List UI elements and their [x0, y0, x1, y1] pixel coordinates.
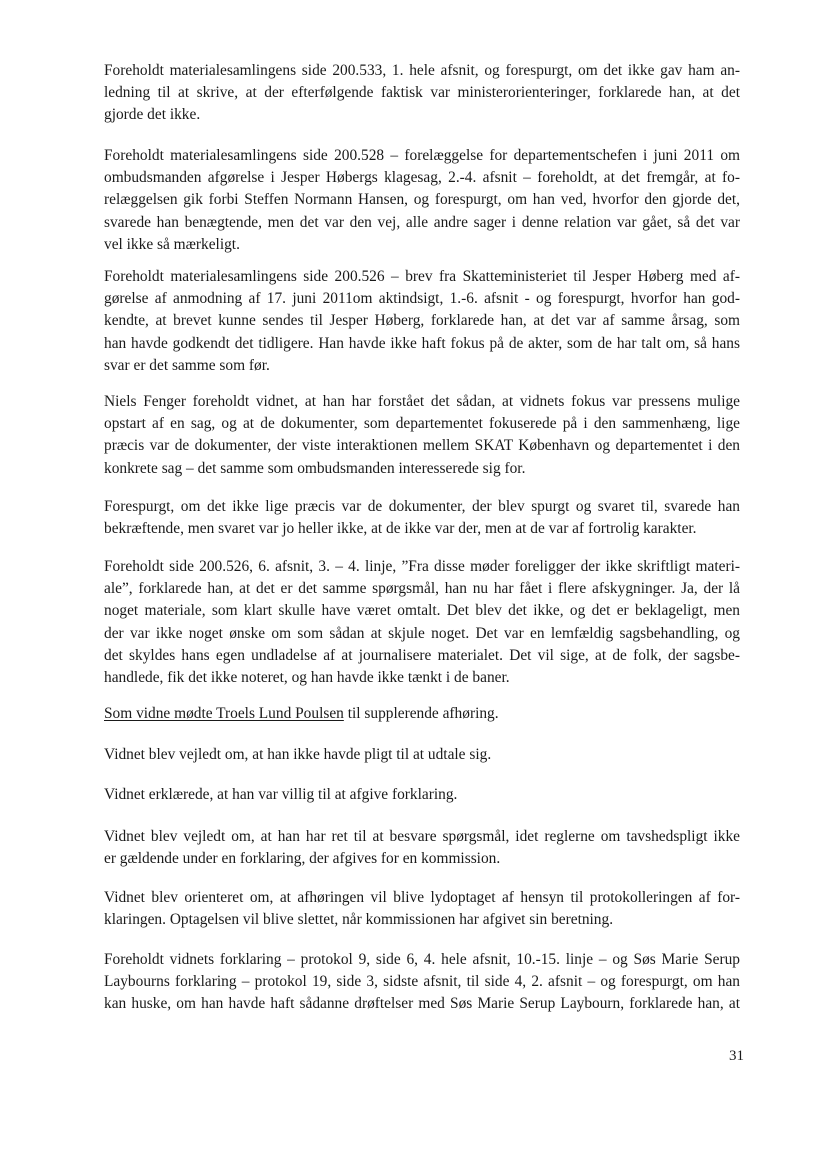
text-line: kan huske, om han havde haft sådanne drøftelser med Søs Marie Serup Laybourn, forklarede han, at — [104, 995, 740, 1013]
text-line: opstart af en sag, og at de dokumenter, som departementet fokuserede på i den sammenhæng, lige — [104, 415, 740, 433]
paragraph-1 — [104, 60, 740, 127]
page-number: 31 — [729, 1048, 744, 1064]
paragraph-9 — [104, 784, 740, 806]
text-line: kendte, at brevet kunne sendes til Jesper Høberg, forklarede han, at det var af samme årsag, som — [104, 312, 740, 330]
paragraph-2 — [104, 145, 740, 256]
text-line: der var ikke noget ønske om som sådan at skjule noget. Det var en lemfældig sagsbehandling, og — [104, 624, 740, 642]
text-line: klaringen. Optagelsen vil blive slettet, når kommissionen har afgivet sin beretning. — [104, 911, 614, 929]
paragraph-3 — [104, 266, 740, 377]
text-line: Foreholdt materialesamlingens side 200.526 – brev fra Skatteministeriet til Jesper Høberg med af- — [104, 268, 740, 285]
text-line: Foreholdt side 200.526, 6. afsnit, 3. – 4. linje, ”Fra disse møder foreligger der ikke skriftligt materi- — [104, 558, 740, 575]
text-line: Vidnet erklærede, at han var villig til at afgive forklaring. — [104, 786, 458, 803]
text-line: Laybourns forklaring – protokol 19, side 3, sidste afsnit, til side 4, 2. afsnit – og forespurgt, om han — [104, 973, 740, 991]
witness-line-rest: til supplerende afhøring. — [343, 705, 499, 722]
text-line: gørelse af anmodning af 17. juni 2011om aktindsigt, 1.-6. afsnit - og forespurgt, hvorfor han god- — [104, 290, 740, 308]
text-line: ombudsmanden afgørelse i Jesper Høbergs klagesag, 2.-4. afsnit – foreholdt, at det fremgår, at fo- — [104, 169, 740, 187]
text-line: relæggelsen gik forbi Steffen Normann Hansen, og forespurgt, om han ved, hvorfor den gjorde det, — [104, 191, 740, 209]
paragraph-10 — [104, 826, 740, 870]
paragraph-12 — [104, 949, 740, 1016]
paragraph-5 — [104, 496, 740, 540]
text-line: ledning til at skrive, at der efterfølgende faktisk var ministerorienteringer, forklarede han, at det — [104, 84, 740, 102]
text-line: bekræftende, men svaret var jo heller ikke, at de ikke var der, men at de var af fortrolig karakter. — [104, 520, 697, 538]
text-line: det skyldes hans egen undladelse af at journalisere materialet. Det vil sige, at de folk, der sagsbe- — [104, 646, 740, 664]
text-line: Vidnet blev vejledt om, at han har ret til at besvare spørgsmål, idet reglerne om tavshedspligt ikke — [104, 828, 740, 845]
text-line: svarede han benægtende, men det var den vej, alle andre sager i denne relation var gået, så det var — [104, 213, 740, 231]
text-line: han havde godkendt det tidligere. Han havde ikke haft fokus på de akter, som de har talt om, så hans — [104, 334, 740, 352]
text-line: Vidnet blev orienteret om, at afhøringen vil blive lydoptaget af hensyn til protokolleringen af for- — [104, 889, 740, 906]
paragraph-8 — [104, 744, 740, 766]
text-line: Niels Fenger foreholdt vidnet, at han har forstået det sådan, at vidnets fokus var pressens mulige — [104, 393, 740, 410]
text-line: Foreholdt vidnets forklaring – protokol 9, side 6, 4. hele afsnit, 10.-15. linje – og Søs Marie Serup — [104, 951, 740, 968]
text-line: præcis var de dokumenter, der viste interaktionen mellem SKAT København og departementet i den — [104, 437, 740, 455]
text-line: Foreholdt materialesamlingens side 200.528 – forelæggelse for departementschefen i juni 2011 om — [104, 147, 740, 164]
paragraph-4 — [104, 391, 740, 480]
text-line: er gældende under en forklaring, der afgives for en kommission. — [104, 850, 501, 868]
text-line — [104, 703, 740, 725]
text-line: ale”, forklarede han, at det er det samme spørgsmål, han nu har fået i flere afskygninger. Ja, der lå — [104, 580, 740, 598]
text-line: konkrete sag – det samme som ombudsmanden interesserede sig for. — [104, 459, 526, 477]
text-line: svar er det samme som før. — [104, 356, 270, 374]
text-line: Vidnet blev vejledt om, at han ikke havde pligt til at udtale sig. — [104, 746, 492, 763]
text-line: vel ikke så mærkeligt. — [104, 235, 240, 253]
text-line: gjorde det ikke. — [104, 106, 201, 124]
text-line: handlede, fik det ikke noteret, og han havde ikke tænkt i de baner. — [104, 669, 510, 687]
paragraph-7 — [104, 703, 740, 725]
text-line: Foreholdt materialesamlingens side 200.533, 1. hele afsnit, og forespurgt, om det ikke gav ham an- — [104, 62, 740, 79]
text-line: noget materiale, som klart skulle have været omtalt. Det blev det ikke, og det er beklageligt, men — [104, 602, 740, 620]
text-line: Forespurgt, om det ikke lige præcis var de dokumenter, der blev spurgt og svaret til, svarede han — [104, 498, 740, 515]
paragraph-6 — [104, 556, 740, 689]
witness-name-underlined: Som vidne mødte Troels Lund Poulsen — [104, 705, 344, 722]
paragraph-11 — [104, 887, 740, 931]
